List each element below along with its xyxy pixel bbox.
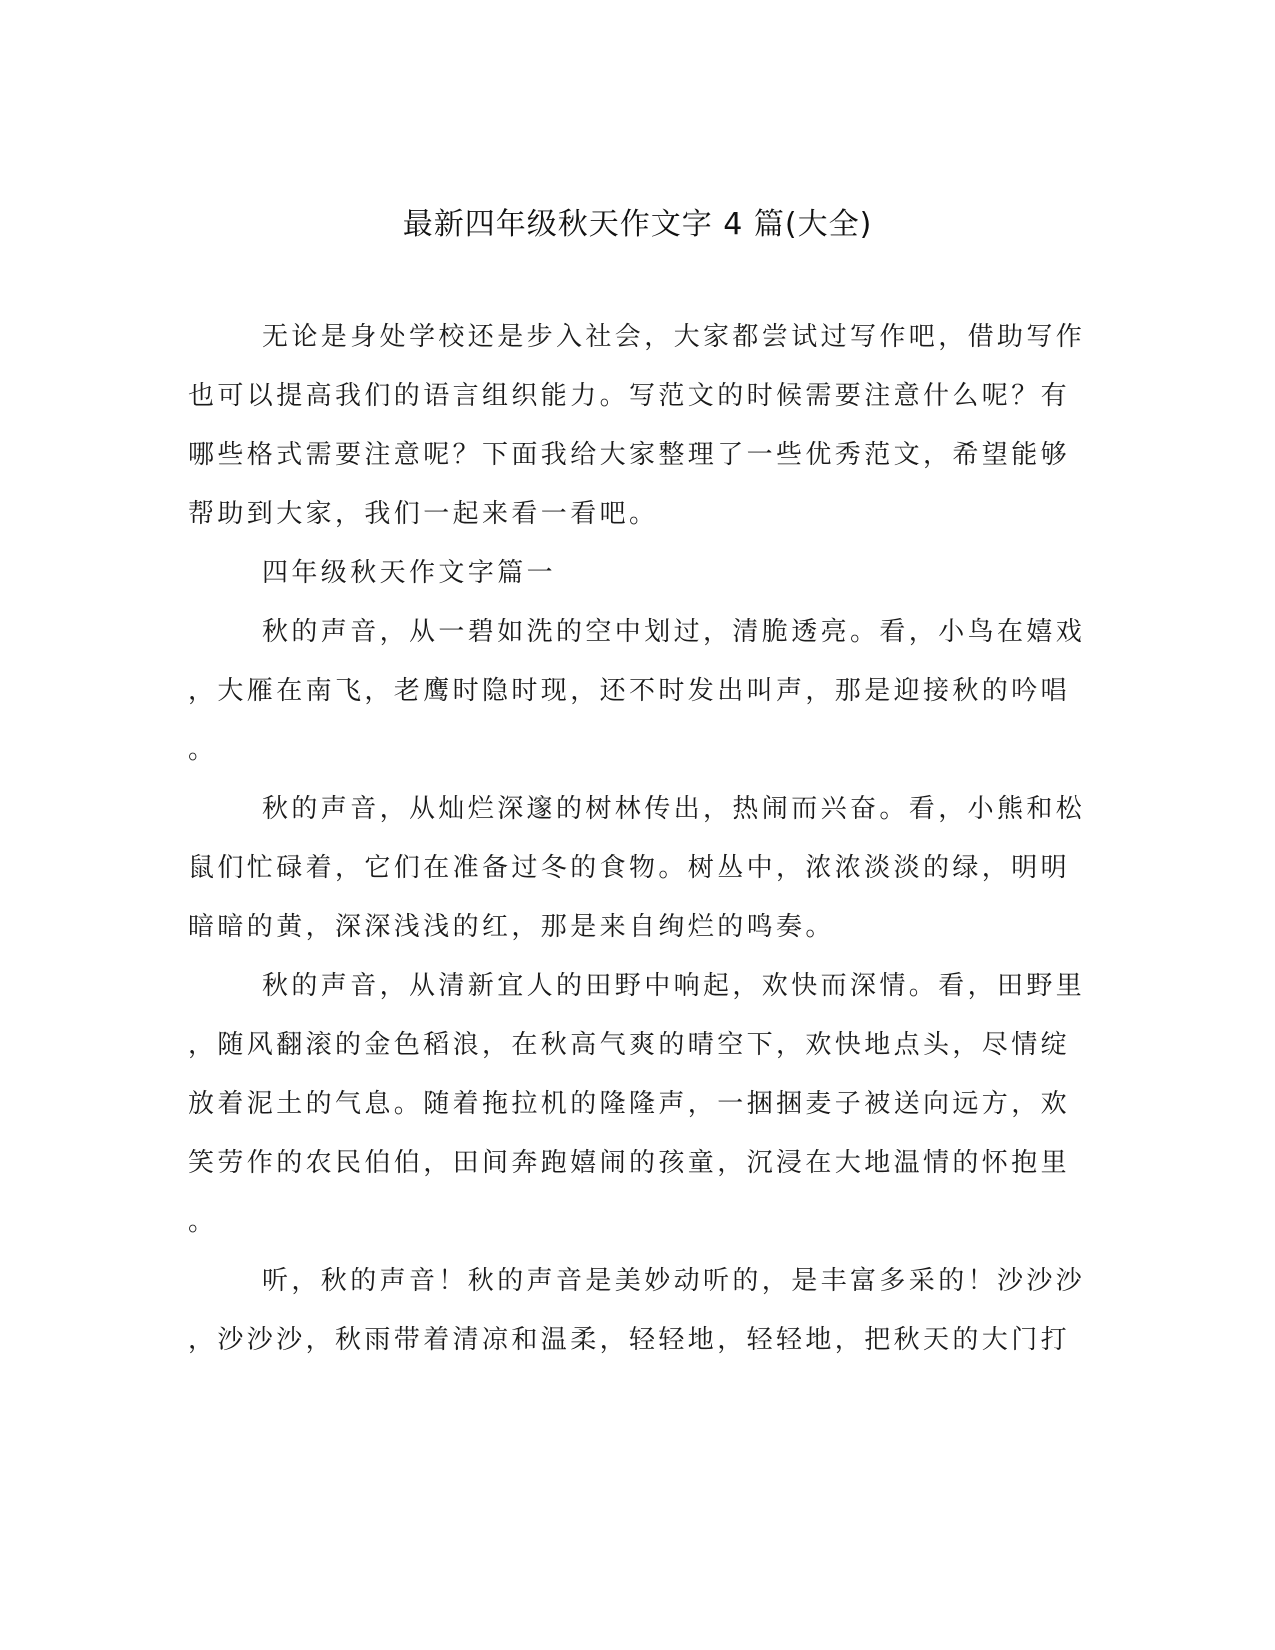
paragraph-line: ，大雁在南飞，老鹰时隐时现，还不时发出叫声，那是迎接秋的吟唱 — [188, 676, 1071, 706]
paragraph-line: 。 — [188, 1207, 218, 1237]
paragraph-line: 哪些格式需要注意呢？下面我给大家整理了一些优秀范文，希望能够 — [188, 440, 1071, 470]
paragraph-line: ，随风翻滚的金色稻浪，在秋高气爽的晴空下，欢快地点头，尽情绽 — [188, 1030, 1071, 1060]
paragraph-line: 。 — [188, 735, 218, 765]
paragraph-line: 秋的声音，从一碧如洗的空中划过，清脆透亮。看，小鸟在嬉戏 — [262, 617, 1086, 647]
document-title: 最新四年级秋天作文字 4 篇(大全) — [402, 207, 873, 242]
paragraph-line: 鼠们忙碌着，它们在准备过冬的食物。树丛中，浓浓淡淡的绿，明明 — [188, 853, 1071, 883]
paragraph-line: 笑劳作的农民伯伯，田间奔跑嬉闹的孩童，沉浸在大地温情的怀抱里 — [188, 1148, 1071, 1178]
section-heading: 四年级秋天作文字篇一 — [262, 558, 557, 588]
paragraph-line: 秋的声音，从灿烂深邃的树林传出，热闹而兴奋。看，小熊和松 — [262, 794, 1086, 824]
paragraph-line: 秋的声音，从清新宜人的田野中响起，欢快而深情。看，田野里 — [262, 971, 1086, 1001]
paragraph-line: 放着泥土的气息。随着拖拉机的隆隆声，一捆捆麦子被送向远方，欢 — [188, 1089, 1071, 1119]
paragraph-line: 听，秋的声音！秋的声音是美妙动听的，是丰富多采的！沙沙沙 — [262, 1266, 1086, 1296]
paragraph-line: 帮助到大家，我们一起来看一看吧。 — [188, 499, 659, 529]
paragraph-line: 无论是身处学校还是步入社会，大家都尝试过写作吧，借助写作 — [262, 322, 1086, 352]
paragraph-line: 也可以提高我们的语言组织能力。写范文的时候需要注意什么呢？有 — [188, 381, 1071, 411]
paragraph-line: 暗暗的黄，深深浅浅的红，那是来自绚烂的鸣奏。 — [188, 912, 835, 942]
paragraph-line: ，沙沙沙，秋雨带着清凉和温柔，轻轻地，轻轻地，把秋天的大门打 — [188, 1325, 1071, 1355]
